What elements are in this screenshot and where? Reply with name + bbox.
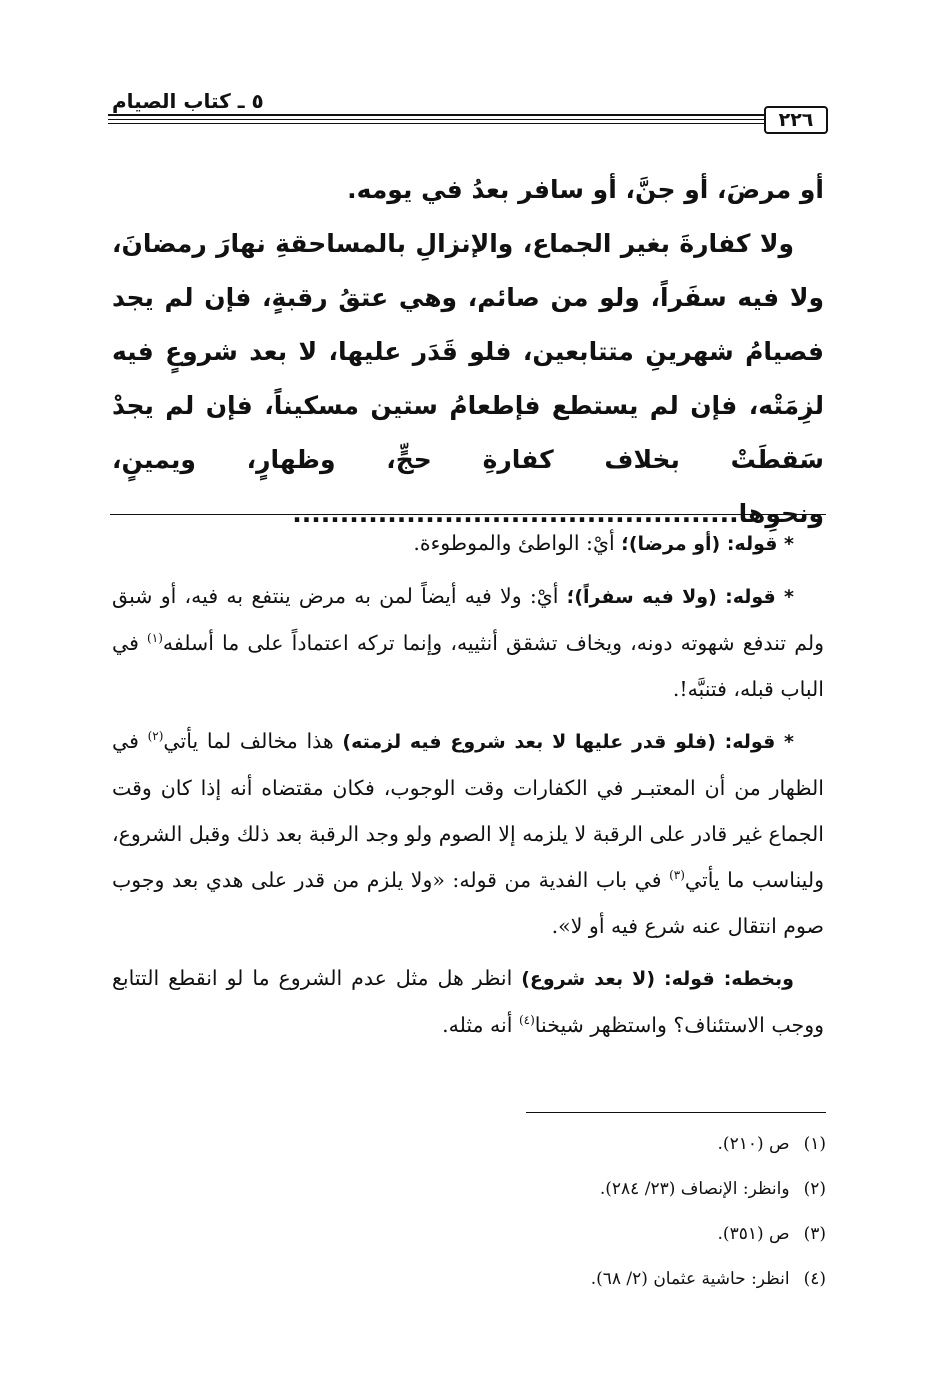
commentary-3-text-b: في الظهار من أن المعتبـر في الكفارات وقت الوجوب، فكان مقتضاه أنه إذا كان وقت الجماع غير قادر على الرقبة لا يلزمه إلا الصوم ولو وجد الرقبة بعد ذلك وقبل الشروع، وليناسب ما يأتي <box>112 729 824 892</box>
header-rule <box>108 114 764 116</box>
commentary-1 <box>112 520 824 567</box>
commentary-2-text-a: أيْ: ولا فيه أيضاً لمن به مرض ينتفع به فيه، أو شبق ولم تندفع شهوته دونه، ويخاف تشقق أنثييه، وإنما تركه اعتماداً على ما أسلفه <box>112 584 824 655</box>
main-paragraph-2-text: ولا كفارةَ بغير الجماع، والإنزالِ بالمساحقةِ نهارَ رمضانَ، ولا فيه سفَراً، ولو من صائم، وهي عتقُ رقبةٍ، فإن لم يجد فصيامُ شهرينِ متتابعين، فلو قَدَر عليها، لا بعد شروعٍ فيه لزِمَتْه، فإن لم يستطع فإطعامُ ستين مسكيناً، فإن لم يجدْ سَقطَتْ بخلاف كفارةِ حجٍّ، وظهارٍ، ويمينٍ، ونحوِها <box>112 229 824 528</box>
commentary-1-text: أيْ: الواطئ والموطوءة. <box>413 531 622 555</box>
footnote-ref-3[interactable]: (٣) <box>669 868 685 883</box>
commentary-2-label: * قوله: (ولا فيه سفراً)؛ <box>566 586 794 608</box>
commentary-3 <box>112 718 824 949</box>
main-paragraph-2 <box>112 217 824 541</box>
main-paragraph-1: أو مرضَ، أو جنَّ، أو سافر بعدُ في يومه. <box>347 175 824 204</box>
header-rule <box>108 119 764 120</box>
footnote-number: (١) <box>803 1134 826 1154</box>
footnote-text: ص (٢١٠). <box>717 1134 790 1154</box>
footnote-text: انظر: حاشية عثمان (٢/ ٦٨). <box>590 1269 790 1289</box>
running-title: ٥ ـ كتاب الصيام <box>108 90 264 112</box>
leader-dots: ............................................... <box>292 499 739 528</box>
page-header <box>108 89 828 138</box>
footnote-item <box>226 1257 826 1302</box>
commentary <box>112 520 824 1054</box>
footnote-item <box>226 1212 826 1257</box>
footnote-item <box>226 1167 826 1212</box>
commentary-3-label: * قوله: (فلو قدر عليها لا بعد شروع فيه لزمته) <box>342 731 794 753</box>
footnote-ref-1[interactable]: (١) <box>147 631 163 646</box>
main-text <box>112 163 824 541</box>
footnote-text: ص (٣٥١). <box>717 1224 790 1244</box>
page-number: ٢٢٦ <box>764 106 828 134</box>
separator-rule <box>110 514 826 515</box>
footnotes <box>226 1122 826 1302</box>
commentary-2-text-b: في الباب قبله، فتنبَّه!. <box>112 631 824 701</box>
footnote-ref-2[interactable]: (٢) <box>147 729 164 744</box>
commentary-4 <box>112 955 824 1048</box>
footnote-item <box>226 1122 826 1167</box>
footnote-number: (٣) <box>803 1224 826 1244</box>
commentary-3-text-a: هذا مخالف لما يأتي <box>163 729 343 753</box>
footnote-number: (٢) <box>803 1179 826 1199</box>
commentary-1-label: * قوله: (أو مرضا)؛ <box>621 533 794 555</box>
commentary-3-text-c: في باب الفدية من قوله: «ولا يلزم من قدر على هدي بعد وجوب صوم انتقال عنه شرع فيه أو لا». <box>112 868 824 938</box>
commentary-4-text-a: انظر هل مثل عدم الشروع ما لو انقطع التتابع ووجب الاستئناف؟ واستظهر شيخنا <box>112 966 824 1037</box>
footnote-rule <box>526 1112 826 1113</box>
commentary-4-text-b: أنه مثله. <box>442 1013 519 1037</box>
footnote-text: وانظر: الإنصاف (٢٣/ ٢٨٤). <box>599 1179 790 1199</box>
commentary-4-label: وبخطه: قوله: (لا بعد شروع) <box>521 968 794 990</box>
commentary-2 <box>112 573 824 712</box>
footnote-ref-4[interactable]: (٤) <box>518 1013 535 1028</box>
footnote-number: (٤) <box>803 1269 826 1289</box>
header-rule <box>108 123 764 124</box>
